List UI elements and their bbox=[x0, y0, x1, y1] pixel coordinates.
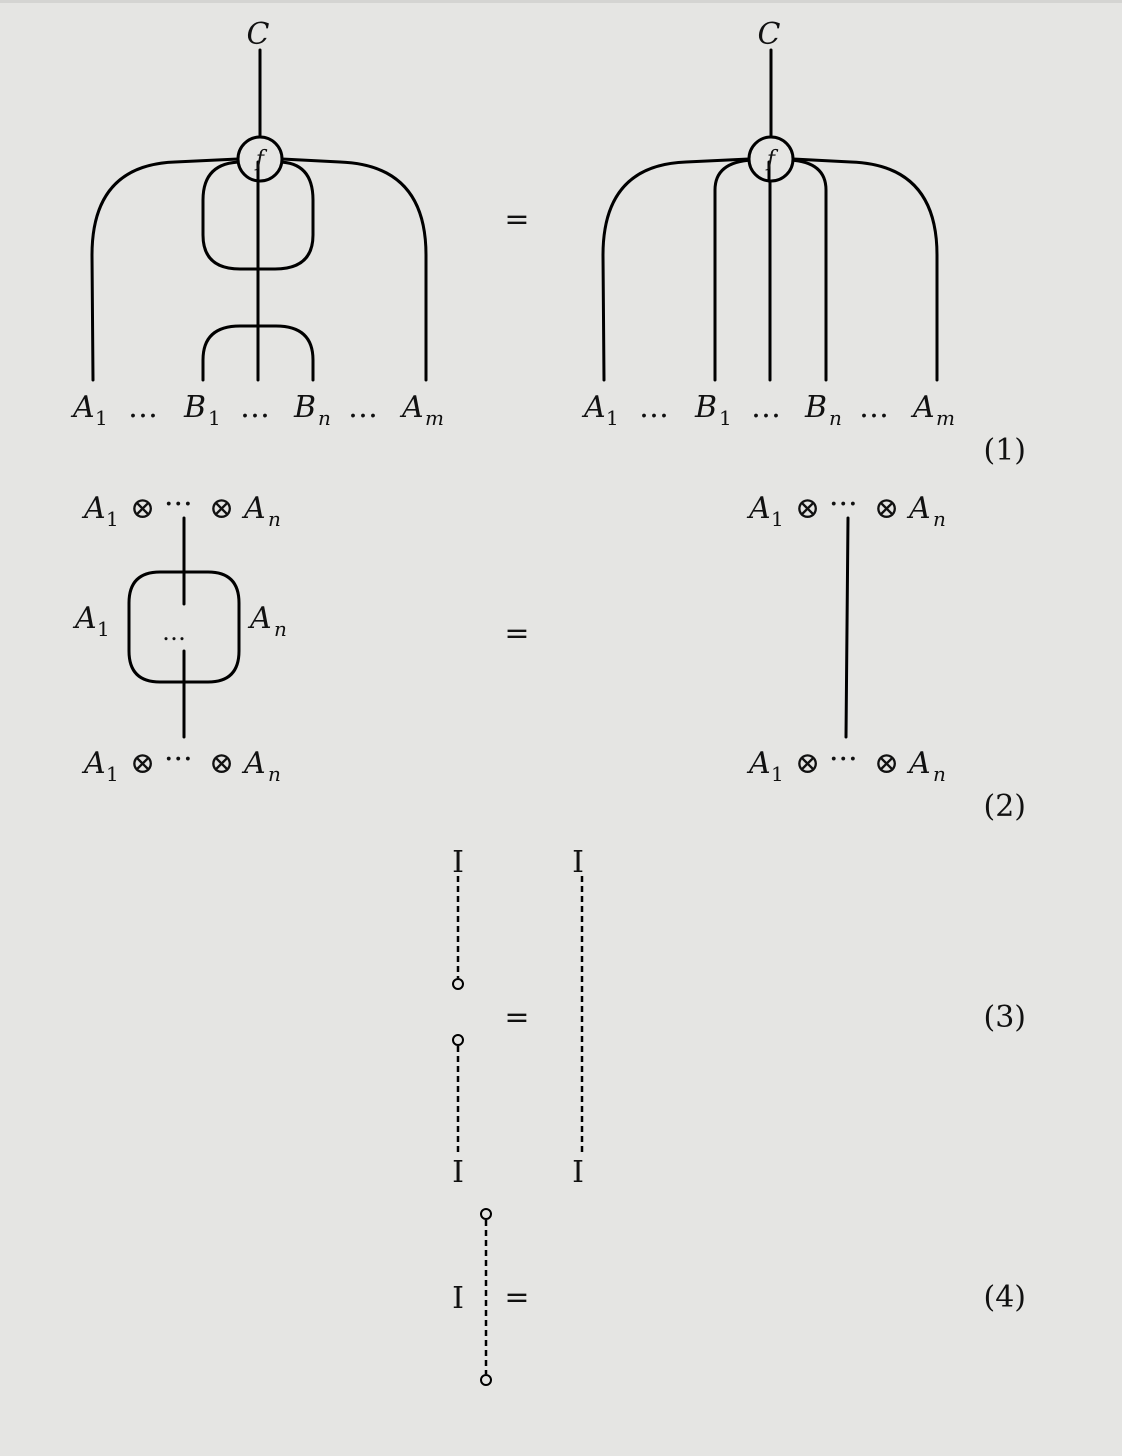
svg-text:⊗: ⊗ bbox=[874, 746, 900, 781]
svg-text:⊗: ⊗ bbox=[130, 491, 156, 526]
eq4-equals: = bbox=[504, 1280, 530, 1315]
label-Am-sub: m bbox=[425, 406, 444, 430]
svg-text:⊗: ⊗ bbox=[209, 491, 235, 526]
eq1-right-wire-b1 bbox=[715, 160, 752, 380]
eq1-left-diagram bbox=[70, 17, 444, 430]
eq2-left-diagram bbox=[72, 487, 287, 786]
label-B1-sub: 1 bbox=[719, 406, 732, 430]
svg-text:A: A bbox=[84, 746, 106, 781]
svg-text:1: 1 bbox=[771, 762, 784, 786]
eq1-left-wire-a1 bbox=[92, 159, 238, 380]
eq2-left-box-dots: … bbox=[162, 618, 186, 646]
dots-1: … bbox=[639, 390, 669, 425]
label-Bn-sub: n bbox=[318, 406, 331, 430]
eq1-right-node-label: f bbox=[766, 147, 776, 172]
svg-text:A: A bbox=[909, 746, 931, 781]
label-B1-sub: 1 bbox=[208, 406, 221, 430]
eq1-number: (1) bbox=[983, 433, 1026, 468]
eq2-right-diagram bbox=[746, 487, 946, 786]
label-Bn-sub: n bbox=[829, 406, 842, 430]
eq1-left-top-label: C bbox=[246, 17, 270, 52]
eq1-right-bottom-labels bbox=[581, 390, 955, 430]
eq3-right-top-unit: I bbox=[572, 845, 584, 880]
label-Am: A bbox=[913, 390, 935, 425]
eq4-left-unit: I bbox=[452, 1281, 464, 1316]
svg-text:1: 1 bbox=[106, 507, 119, 531]
eq2-right-top-label bbox=[746, 487, 946, 531]
eq1-right-wire-bn bbox=[790, 160, 826, 380]
dots-2: … bbox=[240, 390, 270, 425]
eq2-left-side-label-a1 bbox=[72, 601, 110, 641]
label-Bn: B bbox=[805, 390, 828, 425]
svg-text:A: A bbox=[244, 491, 266, 526]
svg-text:A: A bbox=[244, 746, 266, 781]
eq3-left-bottom-unit: I bbox=[452, 1155, 464, 1190]
dots-3: … bbox=[348, 390, 378, 425]
svg-text:A: A bbox=[250, 601, 272, 636]
svg-text:A: A bbox=[749, 746, 771, 781]
label-Am: A bbox=[402, 390, 424, 425]
svg-text:···: ··· bbox=[829, 487, 858, 522]
svg-text:⊗: ⊗ bbox=[795, 746, 821, 781]
svg-text:A: A bbox=[749, 491, 771, 526]
dots-2: … bbox=[751, 390, 781, 425]
eq2-left-side-label-an bbox=[247, 601, 287, 641]
svg-text:1: 1 bbox=[97, 617, 110, 641]
svg-text:A: A bbox=[909, 491, 931, 526]
eq2-right-wire bbox=[846, 518, 848, 737]
svg-text:1: 1 bbox=[106, 762, 119, 786]
eq1-right-diagram bbox=[581, 17, 955, 430]
label-A1-sub: 1 bbox=[95, 406, 108, 430]
eq3-number: (3) bbox=[983, 1000, 1026, 1035]
svg-text:n: n bbox=[933, 507, 946, 531]
svg-text:A: A bbox=[84, 491, 106, 526]
svg-text:n: n bbox=[268, 762, 281, 786]
dots-3: … bbox=[859, 390, 889, 425]
dots-1: … bbox=[128, 390, 158, 425]
eq3-equals: = bbox=[504, 1000, 530, 1035]
label-A1: A bbox=[584, 390, 606, 425]
eq1-left-wire-am bbox=[282, 159, 426, 380]
label-B1: B bbox=[184, 390, 207, 425]
eq2-left-top-label bbox=[81, 487, 281, 531]
svg-text:···: ··· bbox=[164, 487, 193, 522]
svg-text:⊗: ⊗ bbox=[795, 491, 821, 526]
eq4-number: (4) bbox=[983, 1280, 1026, 1315]
eq1-right-top-label: C bbox=[757, 17, 781, 52]
eq2-left-bottom-label bbox=[81, 742, 281, 786]
svg-text:n: n bbox=[274, 617, 287, 641]
label-A1-sub: 1 bbox=[606, 406, 619, 430]
eq4-bottom-dot bbox=[481, 1375, 491, 1385]
eq1-equals: = bbox=[504, 202, 530, 237]
label-B1: B bbox=[695, 390, 718, 425]
eq1-right-wire-am bbox=[793, 159, 937, 380]
svg-text:⊗: ⊗ bbox=[130, 746, 156, 781]
svg-text:n: n bbox=[268, 507, 281, 531]
eq2-number: (2) bbox=[983, 789, 1026, 824]
eq2-equals: = bbox=[504, 616, 530, 651]
eq3-left-counit-dot bbox=[453, 979, 463, 989]
svg-text:A: A bbox=[75, 601, 97, 636]
eq4-top-dot bbox=[481, 1209, 491, 1219]
svg-text:1: 1 bbox=[771, 507, 784, 531]
svg-text:···: ··· bbox=[164, 742, 193, 777]
eq4-diagram bbox=[452, 1209, 491, 1385]
svg-text:n: n bbox=[933, 762, 946, 786]
eq1-right-wire-a1 bbox=[603, 159, 749, 380]
label-A1: A bbox=[73, 390, 95, 425]
eq1-left-bottom-labels bbox=[70, 390, 444, 430]
svg-text:···: ··· bbox=[829, 742, 858, 777]
eq3-left-top-unit: I bbox=[452, 845, 464, 880]
svg-text:⊗: ⊗ bbox=[209, 746, 235, 781]
eq1-left-node-label: f bbox=[255, 147, 265, 172]
label-Am-sub: m bbox=[936, 406, 955, 430]
eq3-right-bottom-unit: I bbox=[572, 1155, 584, 1190]
label-Bn: B bbox=[294, 390, 317, 425]
svg-text:⊗: ⊗ bbox=[874, 491, 900, 526]
eq2-right-bottom-label bbox=[746, 742, 946, 786]
eq3-left-unit-dot bbox=[453, 1035, 463, 1045]
